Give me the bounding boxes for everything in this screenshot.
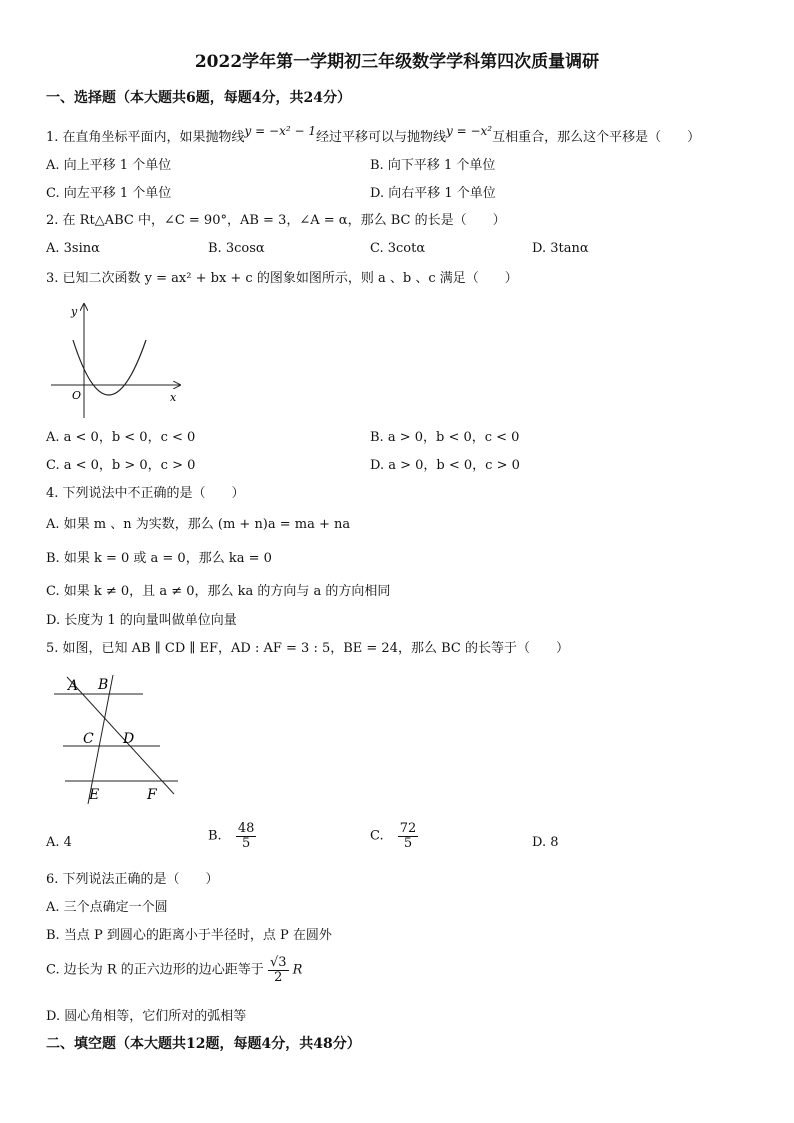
question-2-option-a: A. 3sinα — [46, 241, 100, 256]
question-1-option-b: B. 向下平移 1 个单位 — [370, 158, 496, 173]
point-f-label: F — [147, 787, 157, 803]
x-axis-label: x — [170, 391, 177, 404]
section-heading-fill-in: 二、填空题（本大题共12题，每题4分，共48分） — [46, 1036, 361, 1052]
page-title: 2022学年第一学期初三年级数学学科第四次质量调研 — [194, 52, 600, 72]
question-3-option-a: A. a < 0，b < 0，c < 0 — [46, 430, 196, 445]
point-e-label: E — [89, 787, 100, 803]
question-1-option-d: D. 向右平移 1 个单位 — [370, 186, 496, 201]
question-4-option-d: D. 长度为 1 的向量叫做单位向量 — [46, 613, 237, 628]
question-6-stem: 6. 下列说法正确的是（ ） — [46, 872, 219, 887]
question-6-option-b: B. 当点 P 到圆心的距离小于半径时，点 P 在圆外 — [46, 928, 332, 943]
fraction-denominator: 5 — [403, 836, 413, 852]
question-3-option-b: B. a > 0，b < 0，c < 0 — [370, 430, 520, 445]
question-6-option-a: A. 三个点确定一个圆 — [46, 900, 168, 915]
question-1-option-a: A. 向上平移 1 个单位 — [46, 158, 172, 173]
point-c-label: C — [83, 731, 94, 747]
section-heading-choice: 一、选择题（本大题共6题，每题4分，共24分） — [46, 90, 351, 106]
question-5-option-b — [208, 822, 256, 852]
question-3-stem: 3. 已知二次函数 y = ax² + bx + c 的图象如图所示，则 a 、b 、c 满足（ ） — [46, 271, 518, 286]
point-d-label: D — [123, 731, 135, 747]
question-1-text-mid: 经过平移可以与抛物线 — [315, 130, 446, 145]
question-4-option-c: C. 如果 k ≠ 0，且 a ≠ 0，那么 ka 的方向与 a 的方向相同 — [46, 584, 391, 599]
question-4-option-b: B. 如果 k = 0 或 a = 0，那么 ka = 0 — [46, 551, 272, 566]
question-1-stem — [46, 124, 701, 146]
question-5-option-d: D. 8 — [532, 835, 559, 850]
question-4-option-a: A. 如果 m 、n 为实数，那么 (m + n)a = ma + na — [46, 517, 351, 532]
question-3-option-c: C. a < 0，b > 0，c > 0 — [46, 458, 196, 473]
question-5-stem: 5. 如图，已知 AB ∥ CD ∥ EF，AD : AF = 3 : 5，BE = 24，那么 BC 的长等于（ ） — [46, 641, 569, 656]
question-6-option-c-text: C. 边长为 R 的正六边形的边心距等于 — [46, 962, 264, 978]
fraction-numerator: 72 — [399, 821, 417, 836]
question-6-option-d: D. 圆心角相等，它们所对的弧相等 — [46, 1009, 247, 1024]
fraction-numerator: 48 — [237, 821, 255, 836]
question-5-option-c-label: C. — [370, 828, 384, 844]
question-2-option-d: D. 3tanα — [532, 241, 589, 256]
fraction-denominator: 2 — [274, 970, 283, 986]
question-3-parabola-figure — [46, 298, 196, 423]
fraction-numerator: √3 — [269, 955, 287, 970]
question-4-stem: 4. 下列说法中不正确的是（ ） — [46, 486, 245, 501]
question-3-option-d: D. a > 0，b < 0，c > 0 — [370, 458, 520, 473]
question-6-option-c-r: R — [292, 962, 303, 978]
question-2-option-c: C. 3cotα — [370, 241, 426, 256]
question-6-option-c — [46, 956, 302, 986]
question-2-option-b: B. 3cosα — [208, 241, 265, 256]
question-1-formula-2: y = −x² — [445, 124, 493, 138]
question-5-option-c-fraction — [398, 822, 419, 852]
question-6-option-c-fraction — [268, 956, 289, 986]
question-5-parallel-lines-figure — [46, 670, 196, 810]
question-1-text-pre: 1. 在直角坐标平面内，如果抛物线 — [46, 130, 245, 145]
y-axis-label: y — [71, 305, 78, 318]
question-5-option-b-fraction — [236, 822, 257, 852]
point-a-label: A — [68, 678, 79, 694]
origin-label: O — [72, 389, 82, 402]
question-5-option-c — [370, 822, 418, 852]
point-b-label: B — [98, 677, 109, 693]
fraction-denominator: 5 — [241, 836, 251, 852]
question-5-option-a: A. 4 — [46, 835, 72, 850]
question-1-text-post: 互相重合，那么这个平移是（ ） — [492, 130, 701, 145]
question-1-option-c: C. 向左平移 1 个单位 — [46, 186, 172, 201]
question-1-formula-1: y = −x² − 1 — [244, 124, 316, 138]
question-5-option-b-label: B. — [208, 828, 222, 844]
question-2-stem: 2. 在 Rt△ABC 中，∠C = 90°，AB = 3，∠A = α，那么 BC 的长是（ ） — [46, 213, 506, 228]
